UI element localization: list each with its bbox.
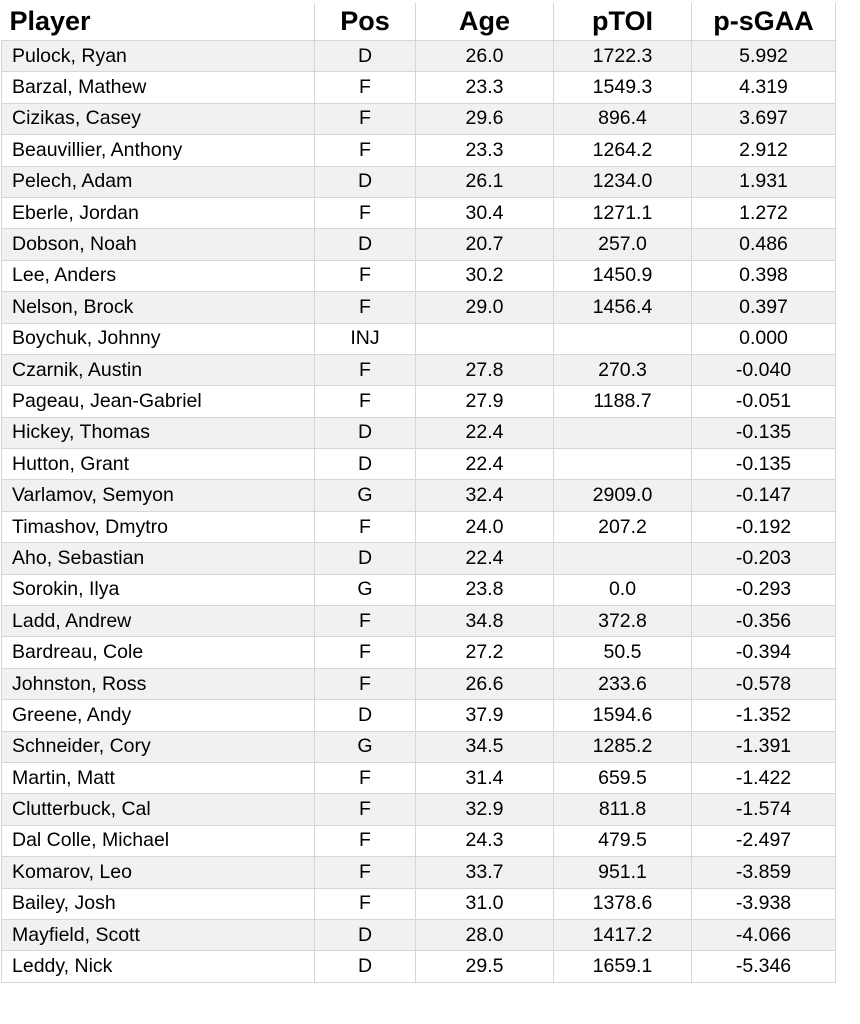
cell-age: 29.5 — [416, 951, 554, 982]
cell-player: Beauvillier, Anthony — [2, 135, 315, 166]
cell-pos: D — [315, 417, 416, 448]
cell-pos: F — [315, 762, 416, 793]
cell-psgaa: -1.422 — [692, 762, 836, 793]
cell-age: 29.6 — [416, 103, 554, 134]
table-row — [2, 72, 836, 103]
cell-age: 30.2 — [416, 260, 554, 291]
cell-psgaa: 0.486 — [692, 229, 836, 260]
cell-player: Sorokin, Ilya — [2, 574, 315, 605]
cell-psgaa: -1.352 — [692, 700, 836, 731]
table-row — [2, 135, 836, 166]
cell-player: Ladd, Andrew — [2, 606, 315, 637]
header-psgaa: p-sGAA — [692, 3, 836, 41]
player-stats-table — [1, 3, 836, 983]
cell-player: Bailey, Josh — [2, 888, 315, 919]
cell-psgaa: -0.051 — [692, 386, 836, 417]
header-player: Player — [2, 3, 315, 41]
cell-pos: F — [315, 668, 416, 699]
cell-ptoi: 50.5 — [554, 637, 692, 668]
cell-age: 20.7 — [416, 229, 554, 260]
cell-pos: G — [315, 731, 416, 762]
cell-pos: F — [315, 794, 416, 825]
cell-ptoi: 1456.4 — [554, 292, 692, 323]
cell-age: 30.4 — [416, 197, 554, 228]
cell-psgaa: -0.147 — [692, 480, 836, 511]
cell-pos: F — [315, 103, 416, 134]
cell-ptoi — [554, 543, 692, 574]
cell-ptoi: 257.0 — [554, 229, 692, 260]
table-row — [2, 951, 836, 982]
table-row — [2, 449, 836, 480]
cell-psgaa: -0.135 — [692, 417, 836, 448]
cell-player: Martin, Matt — [2, 762, 315, 793]
cell-pos: INJ — [315, 323, 416, 354]
cell-psgaa: -0.203 — [692, 543, 836, 574]
table-row — [2, 857, 836, 888]
cell-player: Hutton, Grant — [2, 449, 315, 480]
cell-pos: F — [315, 888, 416, 919]
header-pos: Pos — [315, 3, 416, 41]
cell-ptoi: 1722.3 — [554, 41, 692, 72]
cell-pos: F — [315, 72, 416, 103]
cell-ptoi: 1417.2 — [554, 919, 692, 950]
table-row — [2, 606, 836, 637]
cell-age: 23.3 — [416, 72, 554, 103]
table-row — [2, 260, 836, 291]
header-row — [2, 3, 836, 41]
cell-player: Clutterbuck, Cal — [2, 794, 315, 825]
cell-ptoi: 896.4 — [554, 103, 692, 134]
table-row — [2, 825, 836, 856]
cell-age: 24.0 — [416, 511, 554, 542]
cell-age: 22.4 — [416, 417, 554, 448]
cell-ptoi: 2909.0 — [554, 480, 692, 511]
cell-psgaa: 2.912 — [692, 135, 836, 166]
cell-player: Pelech, Adam — [2, 166, 315, 197]
cell-age: 27.2 — [416, 637, 554, 668]
cell-age: 27.9 — [416, 386, 554, 417]
cell-player: Czarnik, Austin — [2, 354, 315, 385]
cell-ptoi: 1188.7 — [554, 386, 692, 417]
cell-age: 24.3 — [416, 825, 554, 856]
cell-ptoi: 479.5 — [554, 825, 692, 856]
table-row — [2, 543, 836, 574]
cell-psgaa: -0.293 — [692, 574, 836, 605]
cell-ptoi: 951.1 — [554, 857, 692, 888]
cell-psgaa: -0.192 — [692, 511, 836, 542]
table-row — [2, 229, 836, 260]
cell-age: 32.9 — [416, 794, 554, 825]
cell-psgaa: 0.398 — [692, 260, 836, 291]
cell-player: Boychuk, Johnny — [2, 323, 315, 354]
cell-psgaa: -3.938 — [692, 888, 836, 919]
cell-player: Cizikas, Casey — [2, 103, 315, 134]
cell-pos: F — [315, 857, 416, 888]
cell-pos: F — [315, 135, 416, 166]
cell-pos: F — [315, 260, 416, 291]
cell-psgaa: -0.394 — [692, 637, 836, 668]
header-age: Age — [416, 3, 554, 41]
table-row — [2, 919, 836, 950]
table-body — [2, 41, 836, 983]
cell-ptoi: 372.8 — [554, 606, 692, 637]
cell-pos: G — [315, 574, 416, 605]
cell-player: Schneider, Cory — [2, 731, 315, 762]
cell-age: 22.4 — [416, 449, 554, 480]
cell-psgaa: -5.346 — [692, 951, 836, 982]
cell-ptoi: 270.3 — [554, 354, 692, 385]
cell-ptoi: 1549.3 — [554, 72, 692, 103]
cell-ptoi: 0.0 — [554, 574, 692, 605]
table-row — [2, 354, 836, 385]
cell-psgaa: -0.356 — [692, 606, 836, 637]
table-row — [2, 166, 836, 197]
cell-player: Pulock, Ryan — [2, 41, 315, 72]
cell-player: Nelson, Brock — [2, 292, 315, 323]
cell-pos: F — [315, 386, 416, 417]
cell-ptoi: 1264.2 — [554, 135, 692, 166]
cell-player: Johnston, Ross — [2, 668, 315, 699]
cell-age: 23.8 — [416, 574, 554, 605]
cell-age: 37.9 — [416, 700, 554, 731]
cell-player: Dobson, Noah — [2, 229, 315, 260]
table-row — [2, 637, 836, 668]
cell-player: Varlamov, Semyon — [2, 480, 315, 511]
cell-ptoi: 1450.9 — [554, 260, 692, 291]
cell-age: 32.4 — [416, 480, 554, 511]
cell-psgaa: -1.574 — [692, 794, 836, 825]
cell-player: Aho, Sebastian — [2, 543, 315, 574]
cell-pos: F — [315, 606, 416, 637]
cell-age: 33.7 — [416, 857, 554, 888]
cell-pos: F — [315, 197, 416, 228]
cell-ptoi — [554, 449, 692, 480]
cell-ptoi: 1594.6 — [554, 700, 692, 731]
cell-pos: D — [315, 229, 416, 260]
cell-age: 31.0 — [416, 888, 554, 919]
header-ptoi: pTOI — [554, 3, 692, 41]
cell-age: 34.5 — [416, 731, 554, 762]
cell-psgaa: -1.391 — [692, 731, 836, 762]
table-row — [2, 668, 836, 699]
table-row — [2, 888, 836, 919]
cell-player: Bardreau, Cole — [2, 637, 315, 668]
cell-psgaa: -4.066 — [692, 919, 836, 950]
cell-psgaa: -2.497 — [692, 825, 836, 856]
cell-psgaa: 3.697 — [692, 103, 836, 134]
cell-pos: D — [315, 951, 416, 982]
cell-ptoi: 1285.2 — [554, 731, 692, 762]
cell-age: 28.0 — [416, 919, 554, 950]
cell-psgaa: -0.135 — [692, 449, 836, 480]
cell-player: Komarov, Leo — [2, 857, 315, 888]
cell-pos: D — [315, 449, 416, 480]
cell-pos: D — [315, 41, 416, 72]
cell-player: Timashov, Dmytro — [2, 511, 315, 542]
cell-pos: F — [315, 292, 416, 323]
cell-psgaa: 4.319 — [692, 72, 836, 103]
cell-pos: D — [315, 166, 416, 197]
cell-ptoi: 659.5 — [554, 762, 692, 793]
cell-player: Mayfield, Scott — [2, 919, 315, 950]
cell-age: 29.0 — [416, 292, 554, 323]
cell-psgaa: 1.931 — [692, 166, 836, 197]
cell-player: Greene, Andy — [2, 700, 315, 731]
cell-player: Lee, Anders — [2, 260, 315, 291]
cell-psgaa: -0.578 — [692, 668, 836, 699]
cell-pos: D — [315, 700, 416, 731]
cell-ptoi: 1659.1 — [554, 951, 692, 982]
cell-age: 31.4 — [416, 762, 554, 793]
table-row — [2, 417, 836, 448]
table-row — [2, 292, 836, 323]
cell-pos: F — [315, 825, 416, 856]
cell-age: 26.1 — [416, 166, 554, 197]
cell-pos: D — [315, 919, 416, 950]
table-row — [2, 103, 836, 134]
cell-age: 27.8 — [416, 354, 554, 385]
cell-ptoi: 233.6 — [554, 668, 692, 699]
cell-pos: F — [315, 637, 416, 668]
cell-age: 34.8 — [416, 606, 554, 637]
table-row — [2, 480, 836, 511]
cell-player: Pageau, Jean-Gabriel — [2, 386, 315, 417]
table-row — [2, 197, 836, 228]
cell-age: 26.0 — [416, 41, 554, 72]
cell-age: 23.3 — [416, 135, 554, 166]
cell-ptoi — [554, 417, 692, 448]
table-row — [2, 731, 836, 762]
cell-ptoi: 1271.1 — [554, 197, 692, 228]
cell-age: 26.6 — [416, 668, 554, 699]
cell-age: 22.4 — [416, 543, 554, 574]
cell-psgaa: 0.000 — [692, 323, 836, 354]
cell-ptoi — [554, 323, 692, 354]
cell-pos: D — [315, 543, 416, 574]
cell-pos: F — [315, 511, 416, 542]
cell-ptoi: 1234.0 — [554, 166, 692, 197]
table-row — [2, 323, 836, 354]
cell-psgaa: 5.992 — [692, 41, 836, 72]
cell-psgaa: -0.040 — [692, 354, 836, 385]
cell-player: Dal Colle, Michael — [2, 825, 315, 856]
cell-player: Barzal, Mathew — [2, 72, 315, 103]
cell-psgaa: 1.272 — [692, 197, 836, 228]
cell-pos: G — [315, 480, 416, 511]
cell-player: Leddy, Nick — [2, 951, 315, 982]
table-row — [2, 386, 836, 417]
cell-player: Hickey, Thomas — [2, 417, 315, 448]
table-row — [2, 574, 836, 605]
cell-psgaa: -3.859 — [692, 857, 836, 888]
cell-ptoi: 207.2 — [554, 511, 692, 542]
cell-ptoi: 811.8 — [554, 794, 692, 825]
cell-pos: F — [315, 354, 416, 385]
table-row — [2, 762, 836, 793]
cell-ptoi: 1378.6 — [554, 888, 692, 919]
table-row — [2, 794, 836, 825]
cell-player: Eberle, Jordan — [2, 197, 315, 228]
table-row — [2, 511, 836, 542]
cell-age — [416, 323, 554, 354]
cell-psgaa: 0.397 — [692, 292, 836, 323]
table-row — [2, 41, 836, 72]
table-row — [2, 700, 836, 731]
